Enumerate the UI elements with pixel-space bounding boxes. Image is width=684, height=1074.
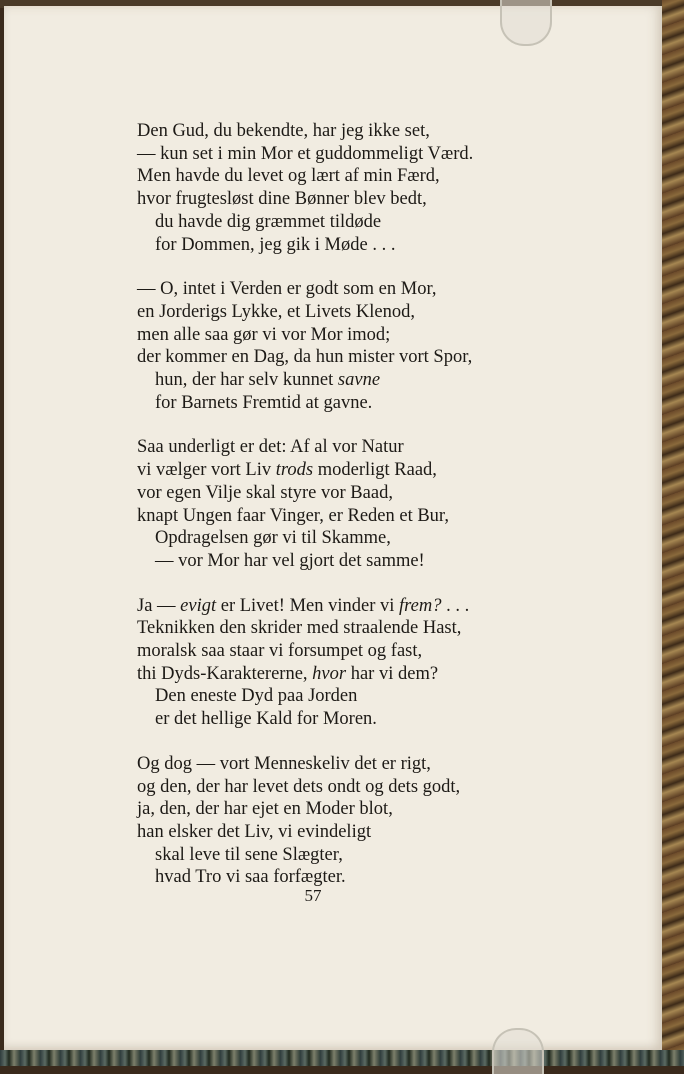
line-text: er Livet! Men vinder vi [216,595,400,616]
italic-word: trods [275,460,314,481]
poem-line-indented: er det hellige Kald for Moren. [155,709,377,730]
poem-line: men alle saa gør vi vor Mor imod; [137,324,391,345]
italic-word: evigt [180,595,217,616]
poem-line: — O, intet i Verden er godt som en Mor, [137,279,437,300]
book-page [4,6,662,1050]
poem-line: vor egen Vilje skal styre vor Baad, [137,482,393,503]
line-text: moderligt Raad, [313,460,437,481]
stanza-4 [137,595,497,731]
page-clip-top [500,0,552,46]
marbled-bottom-edge [0,1050,684,1066]
poem-line-indented: du havde dig græmmet tildøde [155,211,382,232]
poem-line: han elsker det Liv, vi evindeligt [137,821,372,842]
poem-line-indented: skal leve til sene Slægter, [155,844,343,865]
stanza-5 [137,753,497,889]
poem-line-indented: for Dommen, jeg gik i Møde . . . [155,234,396,255]
poem-line-indented [137,369,497,392]
poem-line: Den Gud, du bekendte, har jeg ikke set, [137,121,430,141]
line-text: vi vælger vort Liv [137,460,276,481]
poem-line: og den, der har levet dets ondt og dets godt, [137,776,461,797]
poem-line: Saa underligt er det: Af al vor Natur [137,437,404,458]
poem-line [137,459,497,482]
poem-line-indented: for Barnets Fremtid at gavne. [155,392,373,413]
poem-line: der kommer en Dag, da hun mister vort Spor, [137,347,473,368]
italic-word: hvor [312,663,347,684]
page-number: 57 [304,886,322,905]
stanza-1 [137,120,497,256]
line-text: hun, der har selv kunnet [155,370,338,391]
poem-line-indented: — vor Mor har vel gjort det samme! [155,550,425,571]
line-text: thi Dyds-Karaktererne, [137,663,313,684]
poem-line: knapt Ungen faar Vinger, er Reden et Bur, [137,505,449,526]
poem-line: moralsk saa staar vi forsumpet og fast, [137,641,423,662]
italic-word: frem? [399,595,442,616]
stanza-3 [137,436,497,572]
poem [137,120,497,911]
poem-line [137,595,497,618]
line-text: . . . [441,595,470,616]
poem-line: ja, den, der har ejet en Moder blot, [137,799,393,820]
poem-line: en Jorderigs Lykke, et Livets Klenod, [137,301,415,322]
stanza-2 [137,278,497,414]
poem-line: Teknikken den skrider med straalende Hast, [137,618,462,639]
poem-line: hvor frugtesløst dine Bønner blev bedt, [137,189,427,210]
line-text: Ja — [137,595,181,616]
italic-word: savne [337,370,381,391]
poem-line: Men havde du levet og lært af min Færd, [137,166,440,187]
poem-line-indented: Den eneste Dyd paa Jorden [155,686,358,707]
line-text: har vi dem? [346,663,439,684]
poem-line [137,663,497,686]
poem-line-indented: Opdragelsen gør vi til Skamme, [155,528,391,549]
page-clip-bottom [492,1028,544,1074]
marbled-cover-edge [662,0,684,1066]
poem-line: Og dog — vort Menneskeliv det er rigt, [137,753,431,774]
poem-line-indented: hvad Tro vi saa forfægter. [155,867,346,888]
poem-line: — kun set i min Mor et guddommeligt Værd. [137,143,474,164]
